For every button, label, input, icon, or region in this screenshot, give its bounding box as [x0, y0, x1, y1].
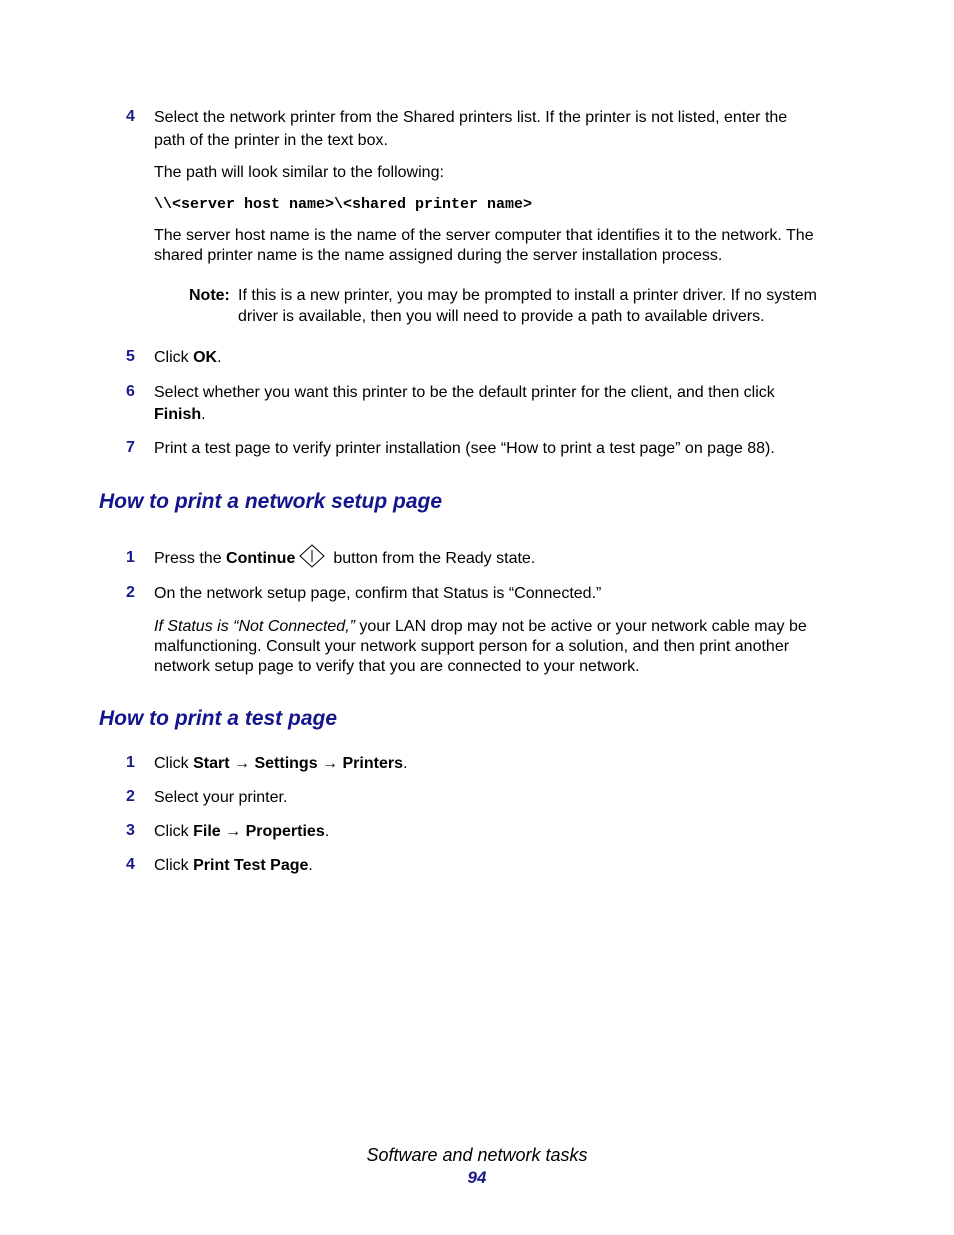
step-number: 2: [126, 584, 135, 601]
step-number: 6: [126, 383, 135, 400]
step-text: Press the Continue button from the Ready state.: [154, 542, 535, 576]
step-number: 1: [126, 549, 135, 566]
note-text: If this is a new printer, you may be prompted to install a printer driver. If no system: [238, 287, 817, 304]
step-text: Select the network printer from the Shared printers list. If the printer is not listed, enter the: [154, 109, 788, 126]
step-number: 4: [126, 108, 135, 125]
code-example: \\<server host name>\<shared printer name>: [154, 196, 533, 213]
step-number: 1: [126, 754, 135, 771]
body-text: The path will look similar to the following:: [154, 164, 444, 181]
page-number: 94: [467, 1168, 487, 1187]
finish-label: Finish: [154, 406, 202, 423]
step-text: Click Start → Settings → Printers.: [154, 755, 408, 772]
body-text: malfunctioning. Consult your network support person for a solution, and then print another: [154, 638, 790, 655]
step-text: Print a test page to verify printer installation (see “How to print a test page” on page 88).: [154, 440, 775, 457]
step-text: Finish.: [154, 406, 206, 423]
step-number: 4: [126, 856, 135, 873]
step-number: 7: [126, 439, 135, 456]
body-text: The server host name is the name of the server computer that identifies it to the network. The: [154, 227, 814, 244]
body-text: If Status is “Not Connected,” your LAN drop may not be active or your network cable may be: [154, 618, 807, 635]
step-text: Click Print Test Page.: [154, 857, 313, 874]
arrow-icon: →: [225, 823, 242, 840]
step-text: Select whether you want this printer to be the default printer for the client, and then click: [154, 384, 775, 401]
footer-title: Software and network tasks: [366, 1145, 588, 1165]
arrow-icon: →: [322, 755, 339, 772]
ok-label: OK: [193, 349, 218, 366]
section-heading: How to print a test page: [99, 707, 338, 730]
step-text: On the network setup page, confirm that Status is “Connected.”: [154, 585, 602, 602]
step-number: 2: [126, 788, 135, 805]
step-text: path of the printer in the text box.: [154, 132, 388, 149]
body-text: shared printer name is the name assigned during the server installation process.: [154, 247, 723, 264]
body-text: network setup page to verify that you are connected to your network.: [154, 658, 640, 675]
note-text: driver is available, then you will need to provide a path to available drivers.: [238, 308, 765, 325]
step-text: Click File → Properties.: [154, 823, 330, 840]
arrow-icon: →: [234, 755, 251, 772]
note-label: Note:: [189, 287, 230, 304]
section-heading: How to print a network setup page: [99, 490, 443, 513]
diamond-continue-icon: [299, 544, 325, 568]
step-text: Select your printer.: [154, 789, 288, 806]
step-number: 3: [126, 822, 135, 839]
step-number: 5: [126, 348, 135, 365]
step-text: Click OK.: [154, 349, 222, 366]
